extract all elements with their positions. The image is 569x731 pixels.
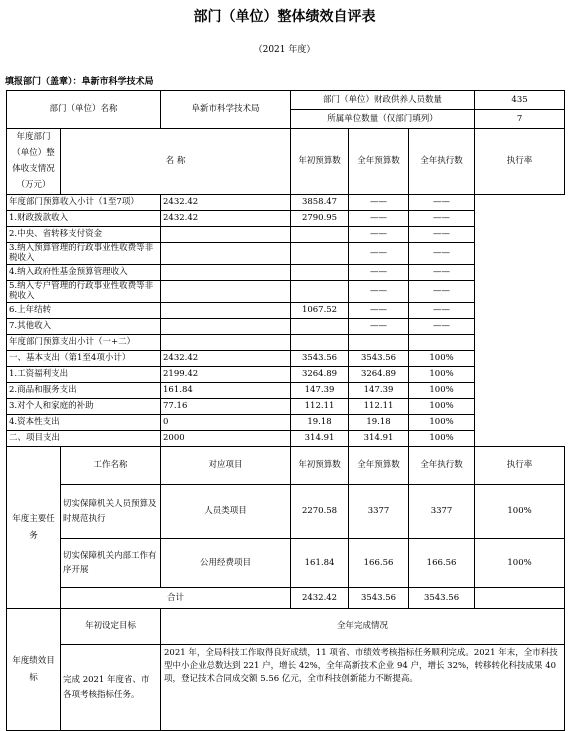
budget-row-exec: —— bbox=[349, 280, 409, 302]
tasks-header-full: 全年预算数 bbox=[349, 447, 409, 485]
budget-row-full bbox=[291, 319, 349, 335]
budget-header-rate: 执行率 bbox=[475, 129, 565, 195]
perf-goal-header: 年初设定目标 bbox=[61, 609, 161, 645]
budget-row bbox=[7, 303, 565, 319]
budget-row-exec: —— bbox=[349, 264, 409, 280]
tasks-total-label: 合计 bbox=[61, 588, 291, 609]
budget-row-rate: —— bbox=[409, 242, 475, 264]
tasks-header-exec: 全年执行数 bbox=[409, 447, 475, 485]
budget-row-full: 3264.89 bbox=[291, 367, 349, 383]
budget-row bbox=[7, 431, 565, 447]
budget-row-name: 4.纳入政府性基金预算管理收入 bbox=[7, 264, 161, 280]
budget-header-exec: 全年执行数 bbox=[409, 129, 475, 195]
budget-row-exec: 19.18 bbox=[349, 415, 409, 431]
budget-row-rate: —— bbox=[409, 194, 475, 210]
budget-row-exec: —— bbox=[349, 303, 409, 319]
budget-row-name: 2.商品和服务支出 bbox=[7, 383, 161, 399]
tasks-header-initial: 年初预算数 bbox=[291, 447, 349, 485]
budget-row-exec: 314.91 bbox=[349, 431, 409, 447]
budget-row-rate: 100% bbox=[409, 367, 475, 383]
perf-goal: 完成 2021 年度省、市各项考核指标任务。 bbox=[61, 645, 161, 731]
budget-row-full: 3858.47 bbox=[291, 194, 349, 210]
budget-row-initial bbox=[161, 280, 291, 302]
budget-row-name: 年度部门预算收入小计（1至7项） bbox=[7, 194, 161, 210]
budget-row bbox=[7, 367, 565, 383]
budget-section-label: 年度部门（单位）整体收支情况（万元） bbox=[7, 129, 61, 195]
budget-row bbox=[7, 383, 565, 399]
perf-section-label: 年度绩效目标 bbox=[7, 609, 61, 731]
dept-name-value: 阜新市科学技术局 bbox=[161, 91, 291, 129]
budget-row-rate bbox=[409, 335, 475, 351]
budget-row-initial: 161.84 bbox=[161, 383, 291, 399]
budget-row bbox=[7, 210, 565, 226]
budget-row-full bbox=[291, 280, 349, 302]
budget-row-initial: 2432.42 bbox=[161, 210, 291, 226]
budget-row-full bbox=[291, 226, 349, 242]
perf-result: 2021 年，全局科技工作取得良好成绩，11 项省、市绩效考核指标任务顺利完成。2021 年末，全市科技型中小企业总数达到 221 户，增长 42%，全年高新技术企业 94 户，增长 32%，转移转化科技成果 40 项，登记技术合同成交额 5.56 亿元，全市科技创新能力不断提高。 bbox=[161, 645, 565, 731]
budget-row-initial bbox=[161, 335, 291, 351]
budget-row-full: 1067.52 bbox=[291, 303, 349, 319]
budget-row-full: 2790.95 bbox=[291, 210, 349, 226]
evaluation-table bbox=[6, 90, 565, 731]
task-initial: 161.84 bbox=[291, 539, 349, 588]
staff-count-label: 部门（单位）财政供养人员数量 bbox=[291, 91, 475, 110]
budget-row-name: 4.资本性支出 bbox=[7, 415, 161, 431]
budget-row-name: 2.中央、省转移支付资金 bbox=[7, 226, 161, 242]
budget-row-rate: —— bbox=[409, 226, 475, 242]
budget-row bbox=[7, 319, 565, 335]
budget-row-full: 112.11 bbox=[291, 399, 349, 415]
budget-row-name: 6.上年结转 bbox=[7, 303, 161, 319]
budget-row-exec: —— bbox=[349, 210, 409, 226]
budget-row-exec: 3543.56 bbox=[349, 351, 409, 367]
task-rate: 100% bbox=[475, 539, 565, 588]
budget-row-exec: —— bbox=[349, 319, 409, 335]
tasks-total-rate bbox=[475, 588, 565, 609]
task-exec: 3377 bbox=[409, 485, 475, 539]
budget-row-initial bbox=[161, 319, 291, 335]
budget-row-initial: 77.16 bbox=[161, 399, 291, 415]
task-item: 人员类项目 bbox=[161, 485, 291, 539]
budget-row-rate: 100% bbox=[409, 415, 475, 431]
budget-row-full: 147.39 bbox=[291, 383, 349, 399]
budget-row-initial: 2432.42 bbox=[161, 194, 291, 210]
budget-header-initial: 年初预算数 bbox=[291, 129, 349, 195]
budget-header-name: 名 称 bbox=[61, 129, 291, 195]
budget-row-name: 1.工资福利支出 bbox=[7, 367, 161, 383]
budget-row-exec: —— bbox=[349, 242, 409, 264]
budget-row-initial: 0 bbox=[161, 415, 291, 431]
budget-row-name: 二、项目支出 bbox=[7, 431, 161, 447]
task-rate: 100% bbox=[475, 485, 565, 539]
budget-row-name: 7.其他收入 bbox=[7, 319, 161, 335]
budget-row-rate: —— bbox=[409, 280, 475, 302]
budget-row bbox=[7, 242, 565, 264]
budget-row bbox=[7, 399, 565, 415]
budget-row-initial bbox=[161, 264, 291, 280]
budget-row-initial: 2199.42 bbox=[161, 367, 291, 383]
budget-row-full bbox=[291, 264, 349, 280]
budget-row-initial bbox=[161, 226, 291, 242]
budget-row-rate: —— bbox=[409, 264, 475, 280]
tasks-total-full: 3543.56 bbox=[349, 588, 409, 609]
budget-row bbox=[7, 194, 565, 210]
task-item: 公用经费项目 bbox=[161, 539, 291, 588]
task-initial: 2270.58 bbox=[291, 485, 349, 539]
task-work-name: 切实保障机关内部工作有序开展 bbox=[61, 539, 161, 588]
budget-row-initial bbox=[161, 303, 291, 319]
budget-row bbox=[7, 415, 565, 431]
budget-row-name: 3.纳入预算管理的行政事业性收费等非税收入 bbox=[7, 242, 161, 264]
budget-row-name: 3.对个人和家庭的补助 bbox=[7, 399, 161, 415]
tasks-total-exec: 3543.56 bbox=[409, 588, 475, 609]
unit-count-label: 所属单位数量（仅部门填列） bbox=[291, 110, 475, 129]
perf-result-header: 全年完成情况 bbox=[161, 609, 565, 645]
budget-row-rate: 100% bbox=[409, 399, 475, 415]
budget-row-initial: 2432.42 bbox=[161, 351, 291, 367]
budget-row-exec: 112.11 bbox=[349, 399, 409, 415]
budget-row-name: 一、基本支出（第1至4项小计） bbox=[7, 351, 161, 367]
budget-row-full: 19.18 bbox=[291, 415, 349, 431]
budget-row-full: 3543.56 bbox=[291, 351, 349, 367]
budget-row-full bbox=[291, 335, 349, 351]
budget-row-exec: 3264.89 bbox=[349, 367, 409, 383]
budget-row bbox=[7, 351, 565, 367]
year-subtitle: （2021 年度） bbox=[253, 45, 316, 55]
budget-header-full: 全年预算数 bbox=[349, 129, 409, 195]
unit-count-value: 7 bbox=[475, 110, 565, 129]
budget-row-exec: —— bbox=[349, 226, 409, 242]
dept-name-label: 部门（单位）名称 bbox=[7, 91, 161, 129]
budget-row-name: 1.财政拨款收入 bbox=[7, 210, 161, 226]
task-full: 166.56 bbox=[349, 539, 409, 588]
tasks-header-item: 对应项目 bbox=[161, 447, 291, 485]
budget-row-rate: 100% bbox=[409, 383, 475, 399]
budget-row-name: 5.纳入专户管理的行政事业性收费等非税收入 bbox=[7, 280, 161, 302]
budget-row-exec bbox=[349, 335, 409, 351]
staff-count-value: 435 bbox=[475, 91, 565, 110]
task-exec: 166.56 bbox=[409, 539, 475, 588]
tasks-header-rate: 执行率 bbox=[475, 447, 565, 485]
budget-row-rate: 100% bbox=[409, 351, 475, 367]
tasks-header-work: 工作名称 bbox=[61, 447, 161, 485]
task-work-name: 切实保障机关人员预算及时规范执行 bbox=[61, 485, 161, 539]
budget-row-exec: —— bbox=[349, 194, 409, 210]
budget-row bbox=[7, 335, 565, 351]
budget-row-rate: —— bbox=[409, 210, 475, 226]
budget-row-name: 年度部门预算支出小计（一+二） bbox=[7, 335, 161, 351]
budget-row-initial bbox=[161, 242, 291, 264]
tasks-total-initial: 2432.42 bbox=[291, 588, 349, 609]
budget-row-rate: —— bbox=[409, 319, 475, 335]
budget-row bbox=[7, 264, 565, 280]
budget-row-rate: 100% bbox=[409, 431, 475, 447]
budget-row-full: 314.91 bbox=[291, 431, 349, 447]
filling-department: 填报部门（盖章）：阜新市科学技术局 bbox=[5, 77, 154, 87]
task-full: 3377 bbox=[349, 485, 409, 539]
budget-row bbox=[7, 226, 565, 242]
budget-row-rate: —— bbox=[409, 303, 475, 319]
budget-row-full bbox=[291, 242, 349, 264]
budget-row bbox=[7, 280, 565, 302]
page-title: 部门（单位）整体绩效自评表 bbox=[193, 9, 376, 25]
budget-row-exec: 147.39 bbox=[349, 383, 409, 399]
budget-row-initial: 2000 bbox=[161, 431, 291, 447]
tasks-section-label: 年度主要任务 bbox=[7, 447, 61, 609]
